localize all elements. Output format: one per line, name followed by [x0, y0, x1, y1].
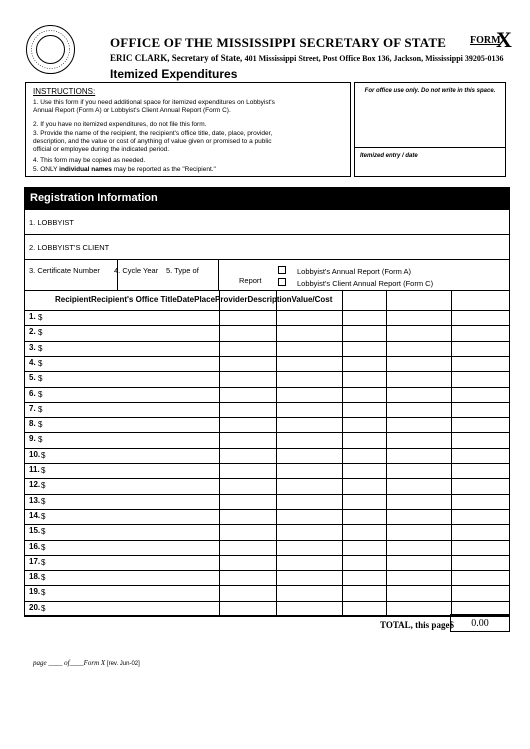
table-row[interactable] — [24, 585, 510, 600]
instruction-2: 2. If you have no itemized expenditures, do not file this form. — [33, 121, 207, 128]
address-line — [110, 53, 504, 63]
row-number: 14. — [29, 510, 41, 520]
table-row[interactable] — [24, 540, 510, 555]
table-row[interactable] — [24, 555, 510, 570]
report-a-label: Lobbyist's Annual Report (Form A) — [297, 267, 411, 276]
row-currency: $ — [38, 343, 43, 353]
lobbyist-label: 1. LOBBYIST — [29, 218, 75, 227]
table-row[interactable] — [24, 478, 510, 493]
instructions-heading: INSTRUCTIONS: — [33, 87, 96, 96]
report-c-checkbox[interactable] — [278, 278, 286, 286]
row-currency: $ — [38, 328, 43, 338]
instruction-5-prefix: 5. ONLY — [33, 166, 60, 173]
table-row[interactable] — [24, 524, 510, 539]
row-number: 16. — [29, 541, 41, 551]
table-row[interactable] — [24, 356, 510, 371]
row-currency: $ — [41, 527, 46, 537]
table-row[interactable] — [24, 325, 510, 340]
footer-form: Form X — [83, 659, 106, 667]
row-number: 15. — [29, 526, 41, 536]
row-number: 12. — [29, 480, 41, 490]
secretary-name: ERIC CLARK, Secretary of State, — [110, 53, 243, 63]
row-currency: $ — [38, 313, 43, 322]
total-label-text: TOTAL, this page — [380, 620, 450, 630]
mailing-address: 401 Mississippi Street, Post Office Box 136, Jackson, Mississippi 39205-0136 — [244, 54, 504, 63]
row-number: 20. — [29, 602, 41, 612]
row-number: 18. — [29, 572, 41, 582]
row-currency: $ — [41, 466, 46, 475]
table-row[interactable] — [24, 402, 510, 417]
row-currency: $ — [38, 358, 43, 368]
form-title: Itemized Expenditures — [110, 67, 238, 81]
page-footer — [33, 659, 140, 667]
report-a-checkbox[interactable] — [278, 266, 286, 274]
instruction-4: 4. This form may be copied as needed. — [33, 157, 146, 164]
row-currency: $ — [38, 420, 43, 430]
row-number: 4. — [29, 357, 36, 367]
divider-lobbyist — [24, 234, 510, 235]
row-number: 11. — [29, 465, 40, 474]
total-value[interactable]: 0.00 — [450, 614, 510, 632]
office-use-divider — [354, 147, 506, 148]
row-number: 6. — [29, 388, 36, 398]
table-row[interactable] — [24, 387, 510, 402]
table-row[interactable] — [24, 494, 510, 509]
table-row[interactable] — [24, 310, 510, 325]
office-use-note: For office use only. Do not write in this space. — [364, 88, 496, 94]
table-row[interactable] — [24, 570, 510, 585]
instruction-1: 1. Use this form if you need additional space for itemized expenditures on Lobbyist's Annual Report (Form A) or Lobbyist's Client Annual Report (Form C). — [33, 99, 275, 114]
office-use-box — [354, 82, 506, 177]
page-count: page ____ of____ — [33, 659, 84, 667]
row-currency: $ — [41, 542, 46, 552]
seal-ring-graphic — [27, 26, 74, 73]
instruction-5 — [33, 166, 333, 174]
row-currency: $ — [41, 496, 46, 506]
row-number: 2. — [29, 327, 36, 337]
row-number: 10. — [29, 449, 41, 459]
lobbyist-field[interactable] — [110, 214, 500, 230]
divider-type-report — [218, 259, 219, 290]
row-number: 17. — [29, 556, 41, 566]
row-number: 5. — [29, 373, 36, 383]
row-currency: $ — [38, 435, 43, 445]
row-currency: $ — [41, 603, 46, 613]
row-divider — [24, 616, 510, 617]
client-label: 2. LOBBYIST'S CLIENT — [29, 243, 110, 252]
row-number: 1. — [29, 312, 36, 321]
divider-report — [24, 290, 510, 291]
report-label: Report — [239, 276, 262, 285]
row-currency: $ — [41, 573, 46, 583]
type-label: 5. Type of — [166, 266, 199, 275]
form-label: FORM — [470, 35, 501, 46]
divider-client — [24, 259, 510, 260]
revision: [rev. Jun-02] — [106, 661, 140, 667]
row-number: 19. — [29, 587, 41, 597]
row-currency: $ — [38, 374, 43, 384]
row-currency: $ — [41, 481, 46, 491]
row-currency: $ — [41, 450, 46, 460]
row-currency: $ — [41, 511, 46, 521]
office-title: OFFICE OF THE MISSISSIPPI SECRETARY OF STATE — [110, 35, 447, 50]
table-row[interactable] — [24, 341, 510, 356]
client-field[interactable] — [125, 239, 500, 255]
state-seal — [26, 25, 75, 74]
row-currency: $ — [38, 389, 43, 399]
row-number: 9. — [29, 434, 36, 444]
row-currency: $ — [38, 404, 43, 414]
instruction-3: 3. Provide the name of the recipient, the recipient's office title, date, place, provider, description, and the value or cost of anything of value given or promised to a public official or employee during the indicated period. — [33, 130, 273, 153]
table-row[interactable] — [24, 509, 510, 524]
row-number: 13. — [29, 495, 41, 505]
table-row[interactable] — [24, 463, 510, 478]
table-row[interactable] — [24, 432, 510, 447]
itemized-entry-label: Itemized entry / date — [360, 153, 418, 159]
total-label — [380, 620, 454, 630]
row-number: 7. — [29, 403, 36, 413]
table-row[interactable] — [24, 371, 510, 386]
table-row[interactable] — [24, 601, 510, 616]
instruction-5-bold: individual names — [59, 166, 112, 173]
registration-heading: Registration Information — [24, 187, 510, 210]
table-row[interactable] — [24, 417, 510, 432]
table-column-headers: RecipientRecipient's Office TitleDatePlaceProviderDescriptionValue/Cost — [55, 295, 333, 304]
row-number: 8. — [29, 419, 36, 429]
row-currency: $ — [41, 557, 46, 567]
total-currency: $ — [449, 620, 454, 630]
cycle-label: 4. Cycle Year — [114, 266, 159, 275]
row-number: 3. — [29, 342, 36, 352]
report-c-label: Lobbyist's Client Annual Report (Form C) — [297, 279, 434, 288]
row-currency: $ — [41, 588, 46, 598]
instruction-5-suffix: may be reported as the "Recipient." — [111, 166, 216, 173]
table-row[interactable] — [24, 448, 510, 463]
form-letter: X — [496, 27, 512, 52]
certificate-label: 3. Certificate Number — [29, 266, 100, 275]
